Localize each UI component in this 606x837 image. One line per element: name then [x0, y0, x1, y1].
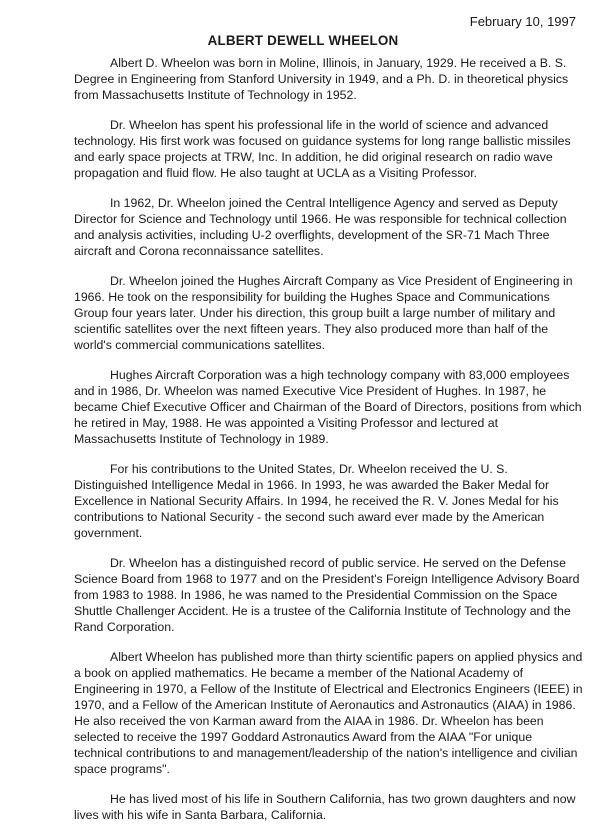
paragraph-line: a book on applied mathematics. He became a member of the National Academy of — [74, 666, 524, 680]
paragraph-line: Engineering in 1970, a Fellow of the Institute of Electrical and Electronics Engineers (IEEE) in — [74, 682, 583, 696]
paragraph-line: became Chief Executive Officer and Chairman of the Board of Directors, positions from which — [74, 400, 582, 414]
paragraph-line: 1970, and a Fellow of the American Institute of Aeronautics and Astronautics (AIAA) in 1986. — [74, 698, 576, 712]
paragraph — [74, 117, 594, 181]
paragraph-line: he retired in May, 1988. He was appointed a Visiting Professor and lectured at — [74, 416, 499, 430]
paragraph-line: Distinguished Intelligence Medal in 1966. In 1993, he was awarded the Baker Medal for — [74, 478, 550, 492]
document-date: February 10, 1997 — [469, 14, 576, 29]
paragraph-line: Dr. Wheelon has a distinguished record of public service. He served on the Defense — [110, 556, 566, 570]
paragraph-line: from Massachusetts Institute of Technology in 1952. — [74, 88, 357, 102]
paragraph-line: Dr. Wheelon joined the Hughes Aircraft Company as Vice President of Engineering in — [110, 274, 573, 288]
paragraph-line: Excellence in National Security Affairs. In 1994, he received the R. V. Jones Medal for his — [74, 494, 559, 508]
paragraph-line: and analysis activities, including U-2 overflights, development of the SR-71 Mach Three — [74, 228, 550, 242]
paragraph-line: and in 1986, Dr. Wheelon was named Executive Vice President of Hughes. In 1987, he — [74, 384, 547, 398]
paragraph-line: technical contributions to and management/leadership of the nation's intelligence and civilian — [74, 746, 578, 760]
paragraph — [74, 195, 594, 259]
paragraph-line: Group four years later. Under his direction, this group built a large number of military and — [74, 306, 556, 320]
paragraph-line: propagation and fluid flow. He also taught at UCLA as a Visiting Professor. — [74, 166, 478, 180]
paragraph-line: world's commercial communications satellites. — [74, 338, 326, 352]
paragraph-line: Albert D. Wheelon was born in Moline, Illinois, in January, 1929. He received a B. S. — [110, 56, 567, 70]
paragraph-line: contributions to National Security - the second such award ever made by the American — [74, 510, 545, 524]
paragraph-line: Massachusetts Institute of Technology in 1989. — [74, 432, 329, 446]
document-body — [74, 55, 594, 837]
paragraph-line: and early space projects at TRW, Inc. In addition, he did original research on radio wave — [74, 150, 553, 164]
paragraph-line: lives with his wife in Santa Barbara, California. — [74, 808, 327, 822]
paragraph — [74, 273, 594, 353]
paragraph-line: Rand Corporation. — [74, 620, 175, 634]
document-title: ALBERT DEWELL WHEELON — [207, 33, 399, 48]
paragraph-line: Degree in Engineering from Stanford University in 1949, and a Ph. D. in theoretical physics — [74, 72, 569, 86]
paragraph-line: Shuttle Challenger Accident. He is a trustee of the California Institute of Technology and the — [74, 604, 571, 618]
paragraph-line: For his contributions to the United States, Dr. Wheelon received the U. S. — [110, 462, 508, 476]
paragraph-line: 1966. He took on the responsibility for building the Hughes Space and Communications — [74, 290, 550, 304]
paragraph-line: In 1962, Dr. Wheelon joined the Central Intelligence Agency and served as Deputy — [110, 196, 558, 210]
paragraph-line: scientific satellites over the next fifteen years. They also produced more than half of the — [74, 322, 549, 336]
paragraph-line: Albert Wheelon has published more than thirty scientific papers on applied physics and — [110, 650, 583, 664]
paragraph-line: He has lived most of his life in Southern California, has two grown daughters and now — [110, 792, 576, 806]
paragraph — [74, 461, 594, 541]
paragraph — [74, 791, 594, 823]
paragraph — [74, 649, 594, 777]
paragraph-line: Dr. Wheelon has spent his professional life in the world of science and advanced — [110, 118, 549, 132]
paragraph-line: Hughes Aircraft Corporation was a high technology company with 83,000 employees — [110, 368, 570, 382]
paragraph-line: technology. His first work was focused on guidance systems for long range ballistic missiles — [74, 134, 571, 148]
paragraph-line: He also received the von Karman award from the AIAA in 1986. Dr. Wheelon has been — [74, 714, 544, 728]
paragraph — [74, 367, 594, 447]
paragraph-line: selected to receive the 1997 Goddard Astronautics Award from the AIAA "For unique — [74, 730, 533, 744]
paragraph-line: from 1983 to 1988. In 1986, he was named to the Presidential Commission on the Space — [74, 588, 558, 602]
paragraph — [74, 55, 594, 103]
paragraph-line: government. — [74, 526, 143, 540]
paragraph-line: Science Board from 1968 to 1977 and on the President's Foreign Intelligence Advisory Board — [74, 572, 580, 586]
paragraph-line: Director for Science and Technology until 1966. He was responsible for technical collection — [74, 212, 567, 226]
paragraph-line: space programs". — [74, 762, 170, 776]
paragraph-line: aircraft and Corona reconnaissance satellites. — [74, 244, 324, 258]
paragraph — [74, 555, 594, 635]
